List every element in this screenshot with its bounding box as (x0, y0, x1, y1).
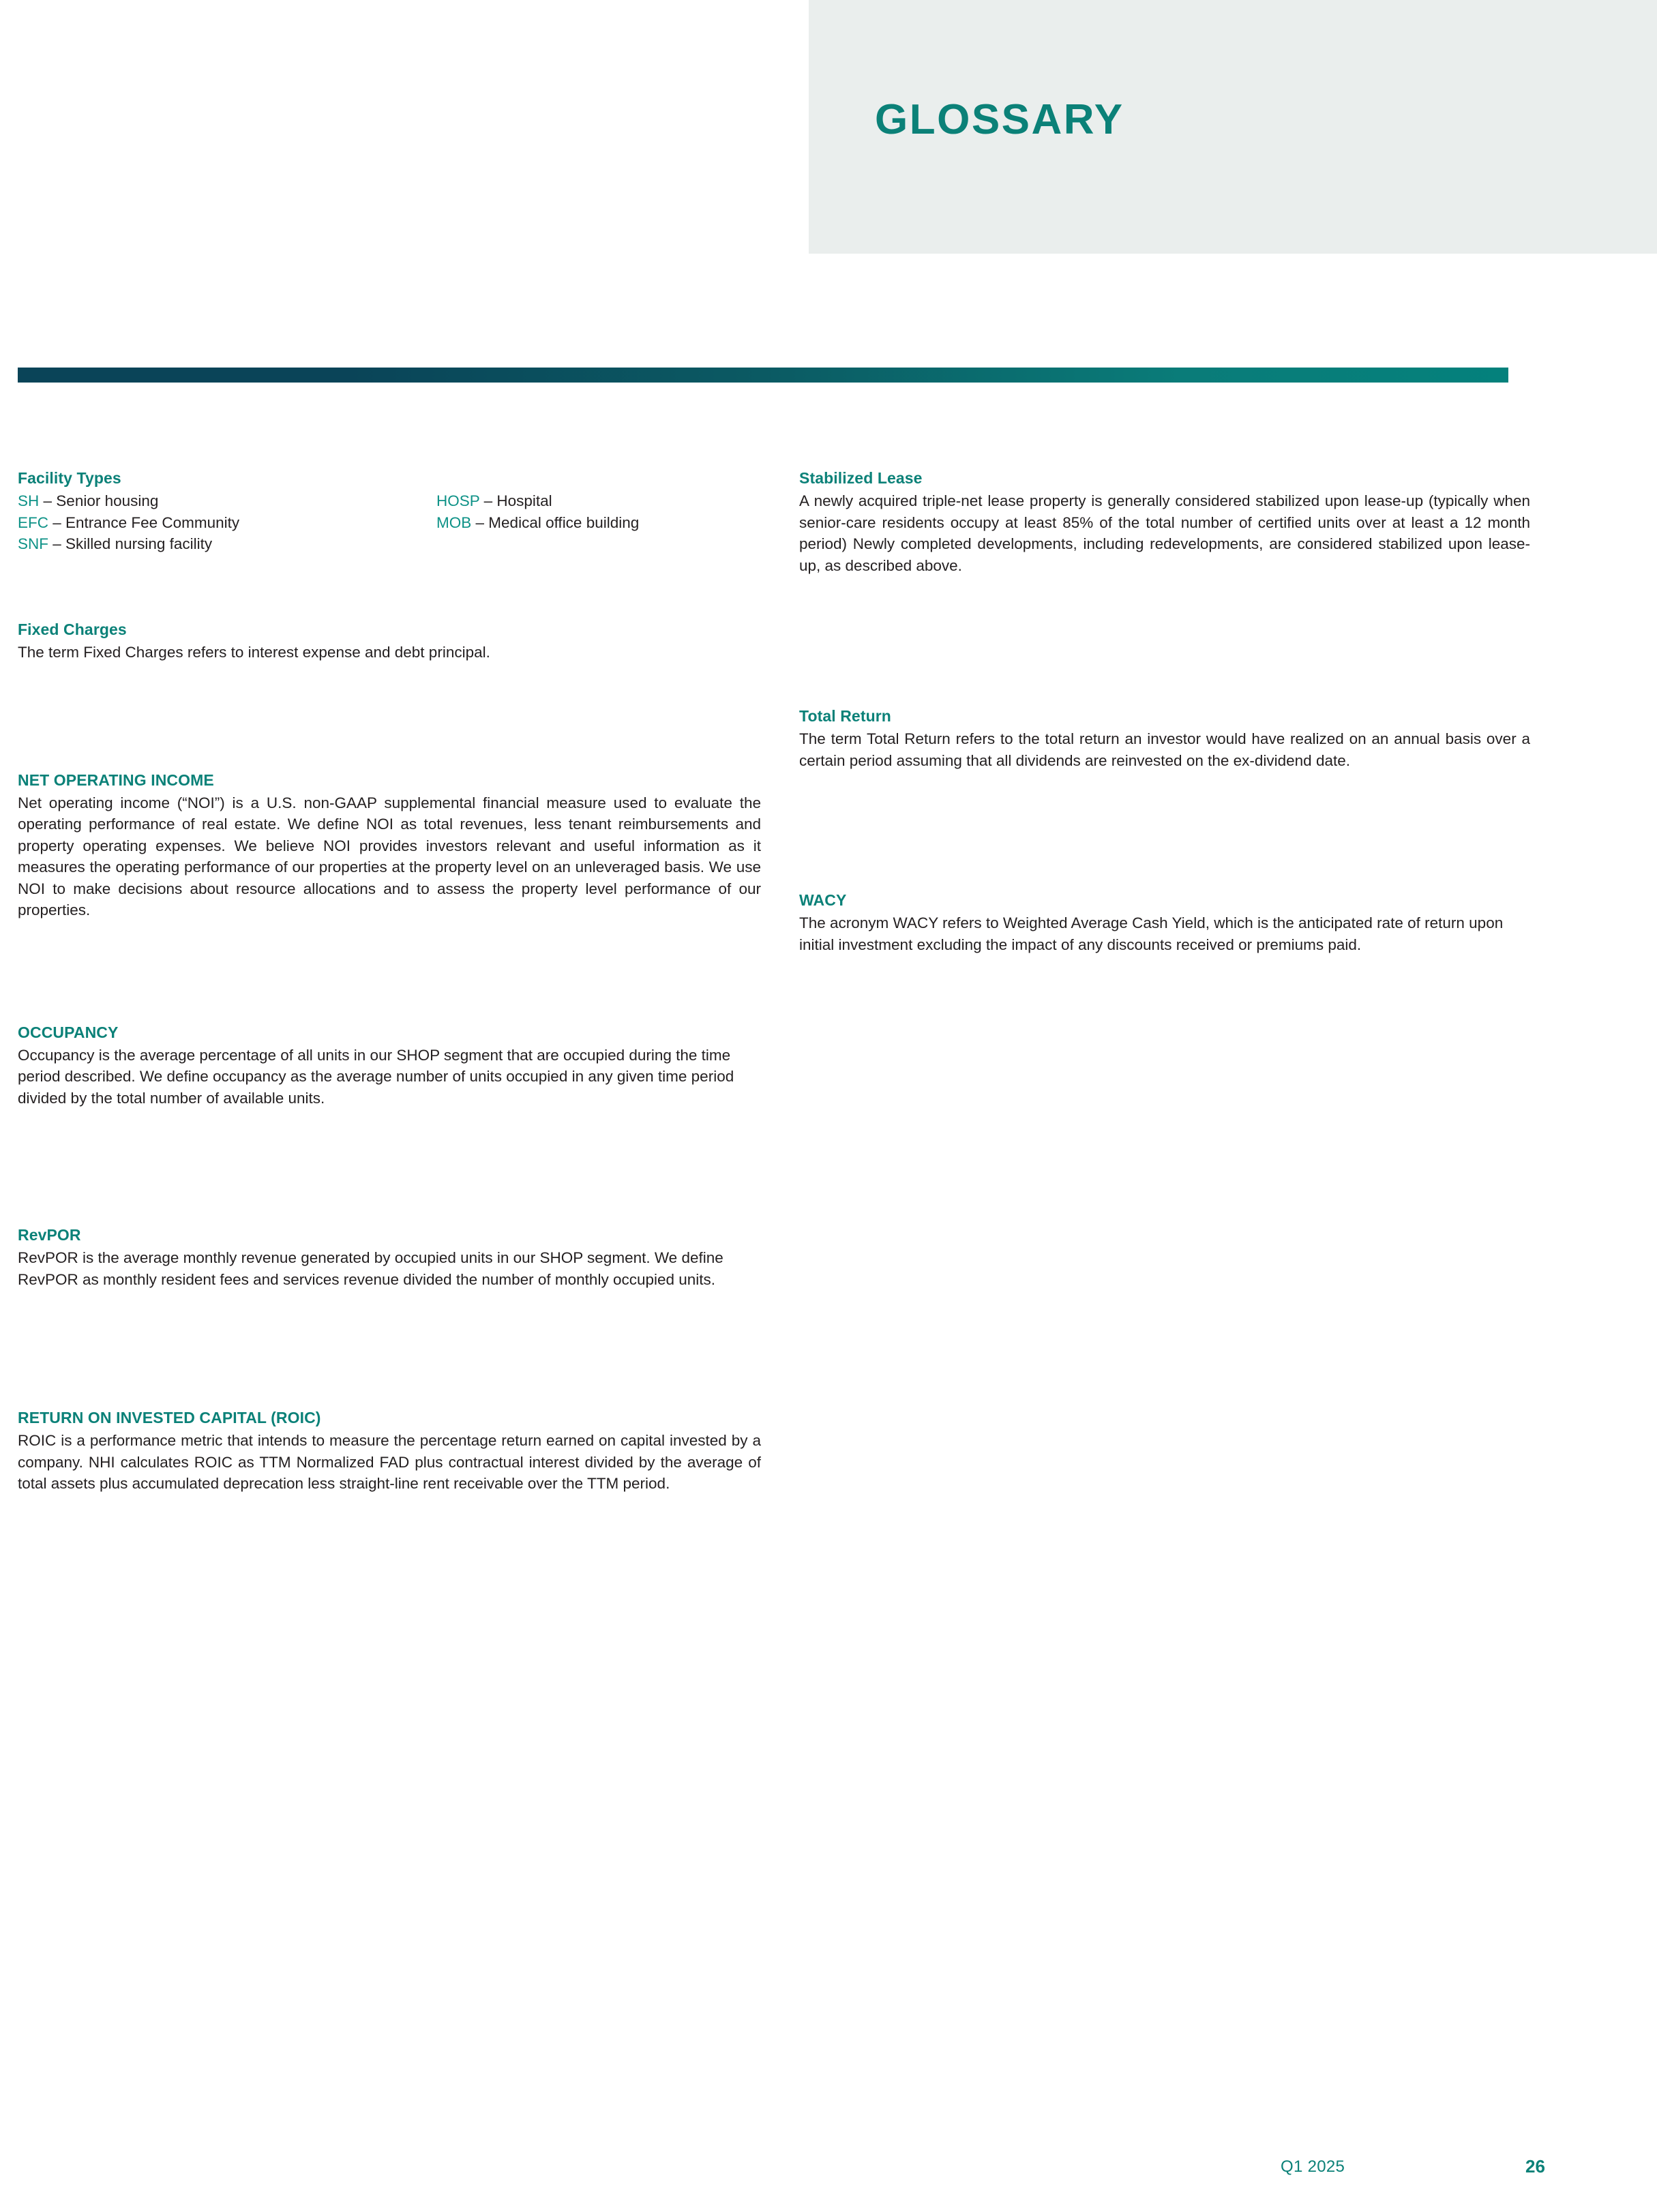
entry-heading-stabilized-lease: Stabilized Lease (799, 469, 923, 487)
entry-heading-net-operating-income: NET OPERATING INCOME (18, 771, 214, 789)
entry-heading-occupancy: OCCUPANCY (18, 1023, 119, 1041)
list-item (436, 512, 639, 534)
footer-quarter-label: Q1 2025 (1281, 2157, 1345, 2176)
entry-heading-revpor: RevPOR (18, 1226, 81, 1244)
list-item (18, 490, 239, 512)
facility-dash: – (48, 513, 66, 531)
entry-body-total-return: The term Total Return refers to the total return an investor would have realized on an annual basis over a certain period assuming that all dividends are reinvested on the ex-dividend date. (799, 730, 1530, 769)
footer-page-number: 26 (1525, 2156, 1545, 2177)
section-divider-bar (18, 368, 1508, 383)
facility-dash: – (471, 513, 489, 531)
facility-dash: – (39, 492, 57, 509)
facility-types-column-b (436, 490, 639, 533)
facility-abbr: SH (18, 492, 40, 509)
entry-fixed-charges (18, 619, 761, 663)
entry-facility-types (18, 468, 761, 595)
entry-body-occupancy: Occupancy is the average percentage of all units in our SHOP segment that are occupied during the time period described. We define occupancy as the average number of units occupied in any given time period divided by the total number of available units. (18, 1046, 734, 1107)
facility-desc: Skilled nursing facility (65, 535, 213, 552)
entry-heading-roic: RETURN ON INVESTED CAPITAL (ROIC) (18, 1409, 321, 1426)
right-content-column (799, 468, 1530, 955)
list-item (18, 533, 239, 555)
facility-abbr: MOB (436, 513, 472, 531)
facility-dash: – (48, 535, 66, 552)
facility-desc: Entrance Fee Community (65, 513, 240, 531)
list-item (18, 512, 239, 534)
entry-total-return (799, 706, 1530, 771)
entry-net-operating-income (18, 770, 761, 921)
entry-occupancy (18, 1022, 761, 1109)
entry-body-revpor: RevPOR is the average monthly revenue generated by occupied units in our SHOP segment. We define RevPOR as monthly resident fees and services revenue divided the number of monthly occupied units. (18, 1249, 723, 1288)
list-item (436, 490, 639, 512)
facility-desc: Senior housing (56, 492, 159, 509)
facility-abbr: EFC (18, 513, 48, 531)
entry-body-roic: ROIC is a performance metric that intends to measure the percentage return earned on capital invested by a company. NHI calculates ROIC as TTM Normalized FAD plus contractual interest divided by the average of total assets plus accumulated deprecation less straight-line rent receivable over the TTM period. (18, 1432, 761, 1492)
facility-abbr: HOSP (436, 492, 480, 509)
entry-revpor (18, 1225, 761, 1290)
facility-desc: Hospital (496, 492, 552, 509)
entry-heading-wacy: WACY (799, 891, 847, 909)
page-title: GLOSSARY (875, 96, 1124, 143)
entry-heading-facility-types: Facility Types (18, 469, 121, 487)
facility-desc: Medical office building (488, 513, 640, 531)
facility-types-grid (18, 490, 761, 572)
entry-wacy (799, 890, 1530, 955)
entry-heading-total-return: Total Return (799, 707, 891, 725)
entry-body-stabilized-lease: A newly acquired triple-net lease property is generally considered stabilized upon lease-up (typically when senior-care residents occupy at least 85% of the total number of certified units over at least a 12 month period) Newly completed developments, including redevelopments, are considered stabilized upon lease-up, as described above. (799, 492, 1530, 574)
entry-stabilized-lease (799, 468, 1530, 576)
left-content-column (18, 468, 761, 1495)
facility-abbr: SNF (18, 535, 48, 552)
entry-roic (18, 1407, 761, 1495)
entry-body-fixed-charges: The term Fixed Charges refers to interest expense and debt principal. (18, 644, 490, 661)
facility-types-column-a (18, 490, 239, 555)
facility-dash: – (479, 492, 497, 509)
entry-body-wacy: The acronym WACY refers to Weighted Average Cash Yield, which is the anticipated rate of return upon initial investment excluding the impact of any discounts received or premiums paid. (799, 914, 1504, 953)
entry-body-net-operating-income: Net operating income (“NOI”) is a U.S. non-GAAP supplemental financial measure used to evaluate the operating performance of real estate. We define NOI as total revenues, less tenant reimbursements and property operating expenses. We believe NOI provides investors relevant and useful information as it measures the operating performance of our properties at the property level on an unleveraged basis. We use NOI to make decisions about resource allocations and to assess the property level performance of our properties. (18, 794, 761, 918)
entry-heading-fixed-charges: Fixed Charges (18, 621, 127, 638)
